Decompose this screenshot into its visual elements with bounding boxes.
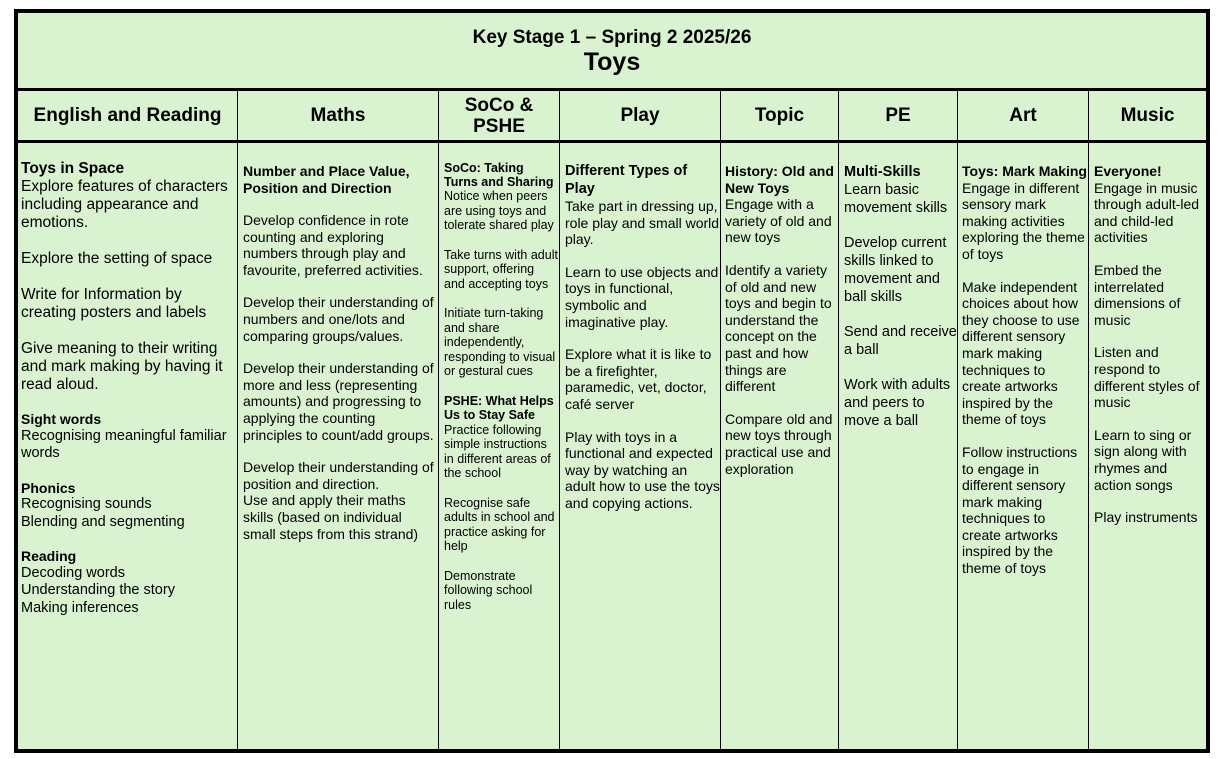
art-text: Engage in different sensory mark making activities exploring the theme of toys: [962, 179, 1085, 262]
column-divider: [438, 91, 439, 749]
english-text: Explore features of characters including appearance and emotions.: [21, 178, 228, 231]
pe-column: [844, 143, 957, 749]
column-header-play: Play: [620, 105, 660, 126]
page-title: Toys: [583, 48, 641, 76]
maths-text: Develop confidence in rote counting and exploring numbers through play and favourite, preferred activities.: [243, 212, 423, 278]
soco-text: Demonstrate following school rules: [444, 568, 533, 612]
soco-text: Initiate turn-taking and share independently, responding to visual or gestural cues: [444, 306, 556, 378]
music-heading: Everyone!: [1094, 163, 1162, 179]
play-text: Take part in dressing up, role play and small world play.: [565, 198, 720, 248]
music-text: Engage in music through adult-led and child-led activities: [1094, 179, 1200, 246]
english-text: Recognising sounds: [21, 496, 152, 513]
column-header-soco: SoCo & PSHE: [464, 94, 534, 137]
topic-text: Compare old and new toys through practical use and exploration: [725, 410, 833, 477]
music-text: Embed the interrelated dimensions of music: [1094, 261, 1181, 328]
art-text: Make independent choices about how they choose to use different sensory mark making techniques to create artworks inspired by the theme of toys: [962, 278, 1080, 428]
topic-heading: History: Old and New Toys: [725, 163, 834, 196]
soco-column: [444, 143, 558, 749]
column-header-maths: Maths: [310, 105, 366, 126]
soco-heading: SoCo: Taking Turns and Sharing: [444, 161, 554, 189]
art-text: Follow instructions to engage in different sensory mark making techniques to create artworks inspired by the theme of toys: [962, 443, 1078, 577]
art-column: [962, 143, 1088, 749]
column-header-pe: PE: [885, 105, 911, 126]
sight-words-heading: Sight words: [21, 411, 102, 427]
music-column: [1094, 143, 1206, 749]
english-text: Making inferences: [21, 599, 139, 616]
art-heading: Toys: Mark Making: [962, 163, 1087, 179]
english-text: Blending and segmenting: [21, 513, 185, 530]
column-divider: [838, 91, 839, 749]
pshe-heading: PSHE: What Helps Us to Stay Safe: [444, 393, 554, 422]
soco-text: Practice following simple instructions in different areas of the school: [444, 422, 551, 480]
play-column: [565, 143, 720, 749]
column-divider: [1088, 91, 1089, 749]
play-text: Play with toys in a functional and expected way by watching an adult how to use the toys and copying actions.: [565, 428, 720, 511]
topic-text: Engage with a variety of old and new toys: [725, 196, 832, 246]
maths-heading: Number and Place Value, Position and Direction: [243, 163, 410, 196]
maths-column: [243, 143, 437, 749]
column-divider: [559, 91, 560, 749]
english-text: Explore the setting of space: [21, 250, 213, 267]
play-text: Explore what it is like to be a firefighter, paramedic, vet, doctor, café server: [565, 346, 712, 412]
play-heading: Different Types of Play: [565, 163, 688, 197]
pe-text: Work with adults and peers to move a ball: [844, 377, 951, 429]
page-subtitle: Key Stage 1 – Spring 2 2025/26: [472, 27, 752, 48]
column-header-art: Art: [1009, 105, 1037, 126]
english-text: Recognising meaningful familiar words: [21, 427, 227, 462]
english-heading: Toys in Space: [21, 160, 125, 177]
topic-text: Identify a variety of old and new toys and begin to understand the concept on the past and how things are different: [725, 261, 832, 395]
music-text: Play instruments: [1094, 509, 1198, 526]
music-text: Learn to sing or sign along with rhymes and action songs: [1094, 426, 1192, 493]
column-divider: [720, 91, 721, 749]
maths-text: Develop their understanding of numbers and one/lots and comparing groups/values.: [243, 294, 434, 344]
english-text: Understanding the story: [21, 582, 175, 599]
play-text: Learn to use objects and toys in functional, symbolic and imaginative play.: [565, 263, 719, 330]
maths-text: Develop their understanding of position and direction.: [243, 459, 434, 492]
pe-text: Learn basic movement skills: [844, 182, 948, 216]
english-text: Write for Information by creating posters and labels: [21, 286, 207, 321]
soco-text: Take turns with adult support, offering and accepting toys: [444, 247, 558, 291]
music-text: Listen and respond to different styles of music: [1094, 344, 1200, 411]
reading-heading: Reading: [21, 548, 77, 565]
phonics-heading: Phonics: [21, 479, 76, 496]
title-band: [18, 13, 1206, 91]
column-header-topic: Topic: [754, 105, 805, 126]
english-text: Decoding words: [21, 564, 125, 581]
column-header-row: [18, 91, 1206, 143]
pe-heading: Multi-Skills: [844, 164, 921, 180]
english-text: Give meaning to their writing and mark making by having it read aloud.: [21, 340, 223, 393]
curriculum-table: [14, 9, 1210, 753]
soco-text: Recognise safe adults in school and practice asking for help: [444, 495, 555, 553]
maths-text: Use and apply their maths skills (based on individual small steps from this strand): [243, 492, 419, 542]
column-header-english: English and Reading: [33, 105, 222, 126]
pe-text: Send and receive a ball: [844, 324, 957, 358]
pe-text: Develop current skills linked to movement and ball skills: [844, 235, 947, 305]
column-divider: [957, 91, 958, 749]
column-header-music: Music: [1120, 105, 1175, 126]
english-column: [21, 143, 236, 749]
soco-text: Notice when peers are using toys and tolerate shared play: [444, 189, 554, 232]
maths-text: Develop their understanding of more and less (representing amounts) and progressing to applying the counting principles to count/add groups.: [243, 360, 434, 443]
topic-column: [725, 143, 837, 749]
column-divider: [237, 91, 238, 749]
